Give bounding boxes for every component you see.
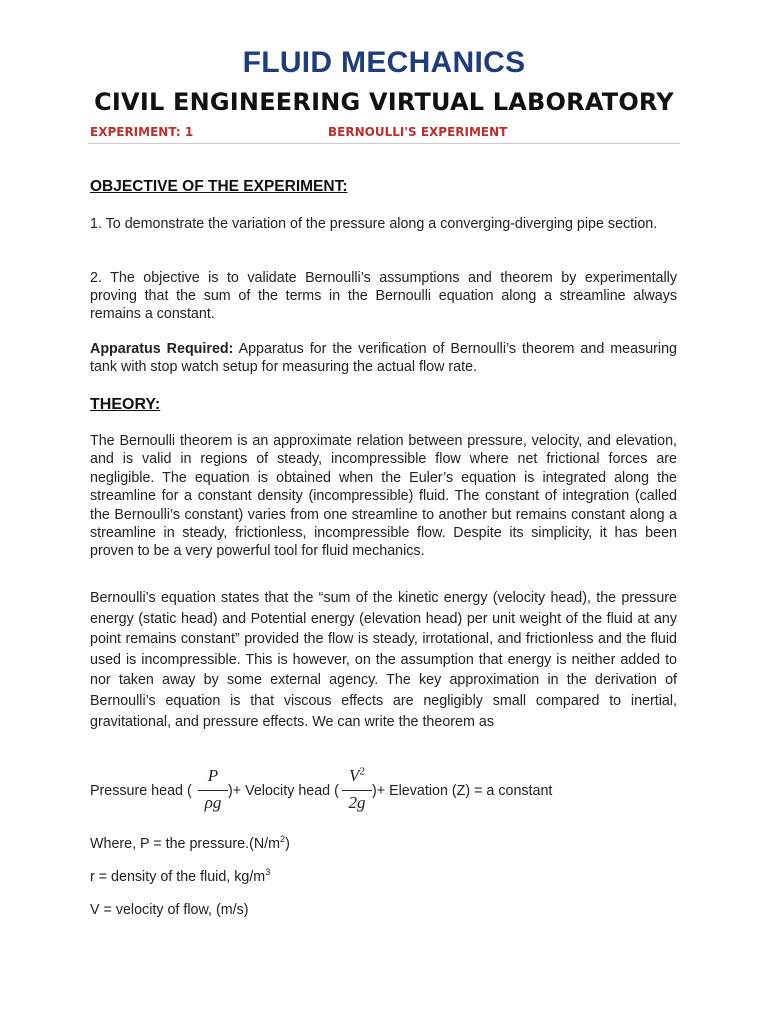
velocity-fraction: [342, 763, 372, 818]
definition-velocity: V = velocity of flow, (m/s): [90, 902, 249, 918]
theory-paragraph-2: Bernoulli’s equation states that the “sum of the kinetic energy (velocity head), the pressure energy (static head) and Potential energy (elevation head) per unit weight of the fluid at any point remains constant” provided the flow is steady, irrotational, and frictionless and the fluid used is incompressible. This is however, on the assumption that energy is neither added to nor taken away by some external agency. The key approximation in the derivation of Bernoulli’s equation is that viscous effects are negligibly small compared to inertial, gravitational, and pressure effects. We can write the theorem as: [90, 590, 677, 730]
velocity-numerator: [342, 766, 372, 786]
velocity-denominator: 2g: [348, 793, 366, 812]
apparatus-text: Apparatus for the verification of Bernoulli’s theorem and measuring tank with stop watch setup for measuring the actual flow rate.: [90, 341, 677, 375]
pressure-fraction-bar: [198, 790, 228, 791]
document-title: FLUID MECHANICS: [242, 46, 526, 79]
apparatus-paragraph: [90, 340, 677, 376]
pressure-fraction: [198, 766, 228, 818]
objective-heading: [90, 178, 348, 196]
document-subtitle: CIVIL ENGINEERING VIRTUAL LABORATORY: [94, 88, 674, 116]
apparatus-label: Apparatus Required:: [90, 341, 234, 357]
formula-velocity-head: )+ Velocity head (: [228, 783, 339, 799]
definition-density-text: r = density of the fluid, kg/m: [90, 869, 266, 885]
theory-heading: THEORY:: [90, 396, 161, 413]
definition-pressure-end: ): [285, 836, 290, 852]
objective-heading-text: OBJECTIVE OF THE EXPERIMENT: [90, 178, 343, 195]
pressure-numerator: P: [207, 766, 219, 785]
objective-point-1: 1. To demonstrate the variation of the pressure along a converging-diverging pipe section.: [90, 216, 658, 232]
definition-pressure-text: Where, P = the pressure.(N/m: [90, 836, 281, 852]
velocity-fraction-bar: [342, 790, 372, 791]
definition-density-exponent: 3: [265, 867, 271, 878]
definition-density: [90, 869, 270, 885]
pressure-denominator: ρg: [204, 793, 222, 812]
objective-point-2: 2. The objective is to validate Bernoulli’s assumptions and theorem by experimentally proving that the sum of the terms in the Bernoulli equation along a streamline always remains a constant.: [90, 270, 677, 322]
definition-pressure: [90, 836, 290, 852]
header-divider: [88, 143, 680, 144]
definition-pressure-exponent: 2: [280, 834, 286, 845]
formula-pressure-head: Pressure head (: [90, 783, 192, 799]
bernoulli-formula: [90, 766, 690, 818]
objective-heading-colon: :: [342, 178, 348, 195]
experiment-number: EXPERIMENT: 1: [90, 125, 194, 139]
velocity-exponent: 2: [359, 765, 365, 778]
velocity-symbol: V: [349, 766, 360, 785]
theory-paragraph-1: The Bernoulli theorem is an approximate relation between pressure, velocity, and elevation, and is valid in regions of steady, incompressible flow where net frictional forces are negligible. The equation is obtained when the Euler’s equation is integrated along the streamline for a constant density (incompressible) fluid. The constant of integration (called the Bernoulli’s constant) varies from one streamline to another but remains constant along a streamline in steady, frictionless, incompressible flow. Despite its simplicity, it has been proven to be a very powerful tool for fluid mechanics.: [90, 433, 677, 560]
experiment-name: BERNOULLI'S EXPERIMENT: [328, 125, 508, 139]
formula-elevation: )+ Elevation (Z) = a constant: [372, 783, 553, 799]
